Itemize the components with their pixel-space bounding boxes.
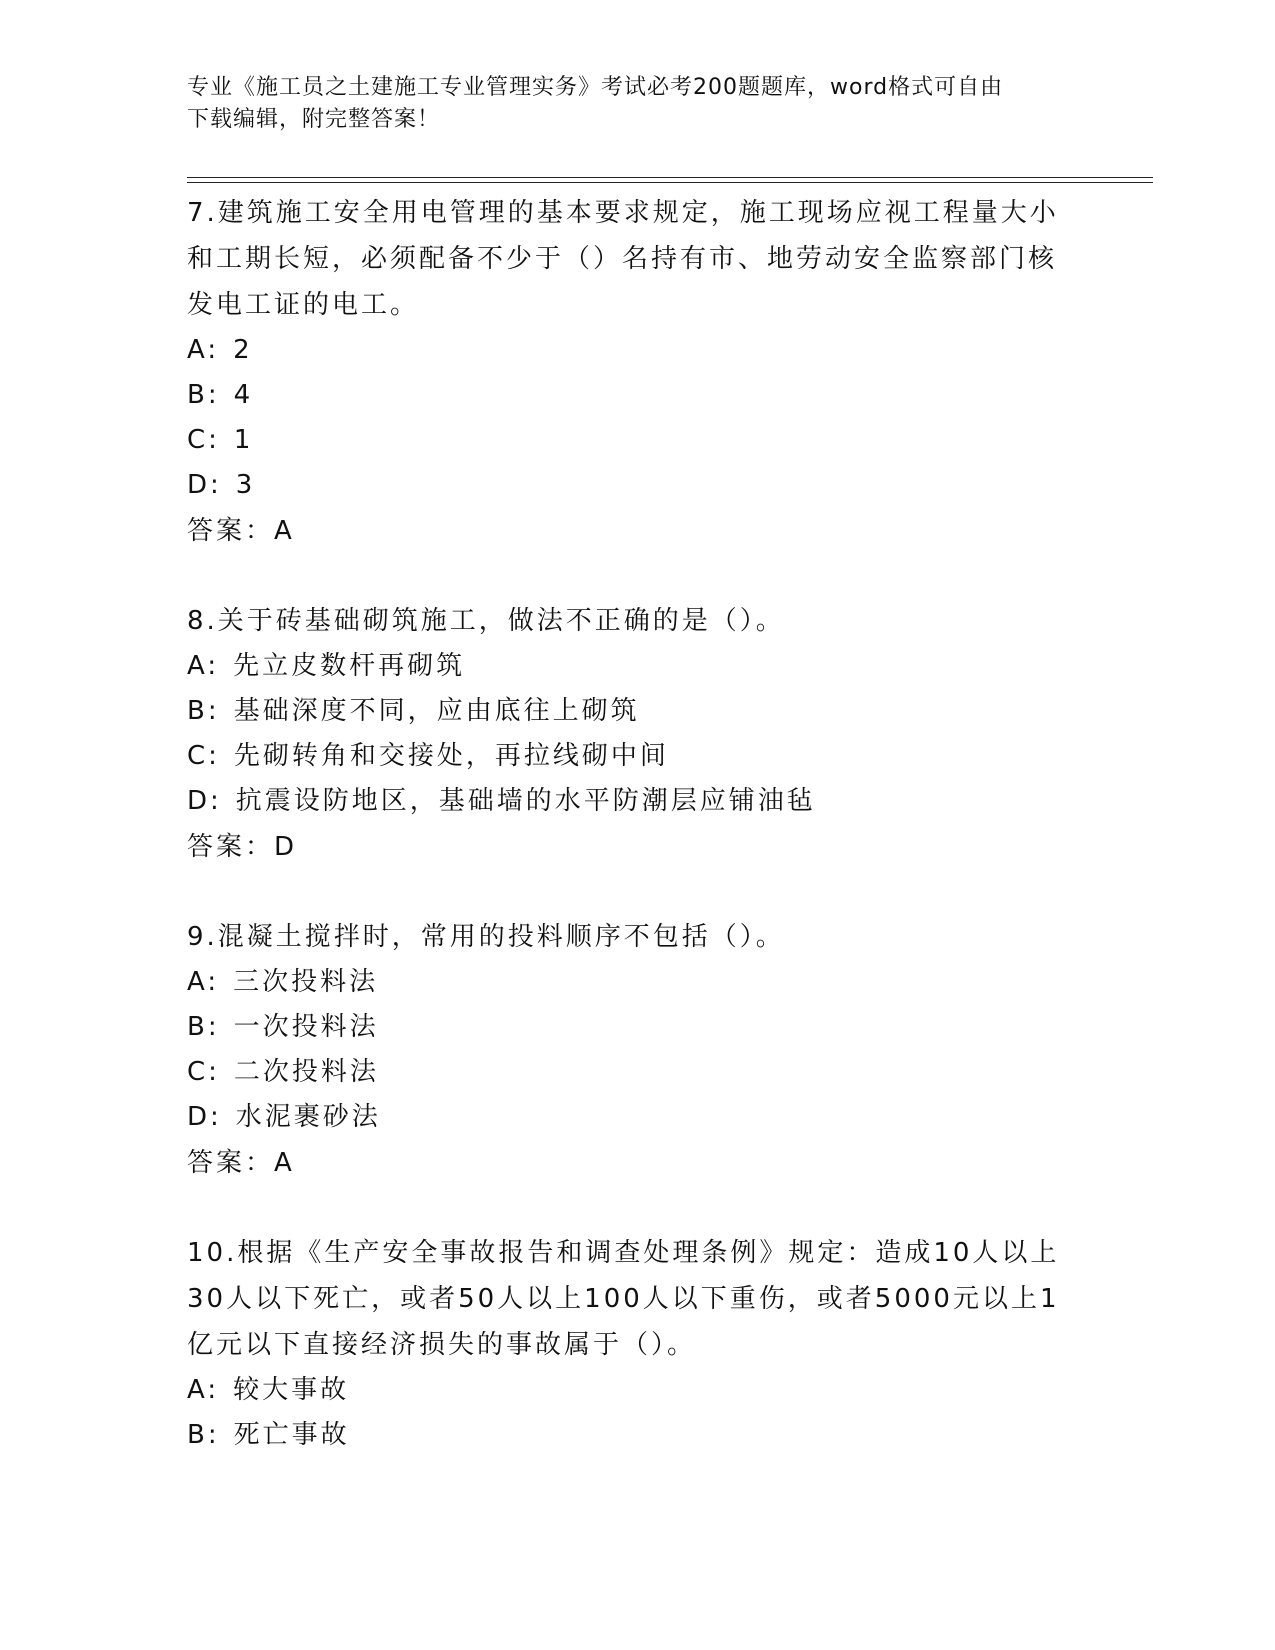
question-stem <box>187 1230 1067 1368</box>
option-b <box>187 1413 1067 1458</box>
question-8 <box>187 598 1067 870</box>
document-header <box>187 72 1067 136</box>
question-9 <box>187 914 1067 1186</box>
option-text: 3 <box>235 470 256 500</box>
option-label: B: <box>187 1420 220 1450</box>
option-label: A: <box>187 651 220 681</box>
stem-line: 9.混凝土搅拌时，常用的投料顺序不包括（）。 <box>187 922 785 952</box>
option-label: B: <box>187 1012 220 1042</box>
option-label: D: <box>187 470 222 500</box>
stem-line: 8.关于砖基础砌筑施工，做法不正确的是（）。 <box>187 606 785 636</box>
option-text: 一次投料法 <box>233 1012 379 1042</box>
option-text: 2 <box>233 335 253 365</box>
option-text: 死亡事故 <box>233 1420 350 1450</box>
header-divider-top <box>187 177 1153 178</box>
option-label: A: <box>187 335 220 365</box>
spacer <box>187 1186 1067 1230</box>
option-text: 1 <box>233 425 254 455</box>
question-10 <box>187 1230 1067 1458</box>
spacer <box>187 870 1067 914</box>
option-label: C: <box>187 1057 220 1087</box>
stem-line: 30人以下死亡，或者50人以上100人以下重伤，或者5000元以上1 <box>187 1284 1060 1314</box>
option-label: C: <box>187 741 220 771</box>
option-text: 抗震设防地区，基础墙的水平防潮层应铺油毡 <box>235 786 816 816</box>
answer: 答案：A <box>187 516 295 546</box>
option-c <box>187 734 1067 779</box>
option-a <box>187 1368 1067 1413</box>
question-stem <box>187 914 1067 960</box>
option-label: B: <box>187 696 220 726</box>
option-label: A: <box>187 967 220 997</box>
option-text: 二次投料法 <box>233 1057 379 1087</box>
option-a <box>187 328 1067 373</box>
stem-line: 和工期长短，必须配备不少于（）名持有市、地劳动安全监察部门核 <box>187 244 1058 274</box>
option-b <box>187 373 1067 418</box>
stem-line: 发电工证的电工。 <box>187 290 420 320</box>
header-divider-bottom <box>187 182 1153 183</box>
option-c <box>187 418 1067 463</box>
option-text: 水泥裹砂法 <box>235 1102 381 1132</box>
answer: 答案：D <box>187 832 298 862</box>
option-d <box>187 779 1067 824</box>
option-text: 三次投料法 <box>233 967 379 997</box>
option-text: 先砌转角和交接处，再拉线砌中间 <box>233 741 669 771</box>
option-text: 较大事故 <box>233 1375 350 1405</box>
option-d <box>187 463 1067 508</box>
option-text: 4 <box>233 380 254 410</box>
option-b <box>187 1005 1067 1050</box>
option-c <box>187 1050 1067 1095</box>
option-label: A: <box>187 1375 220 1405</box>
stem-line: 7.建筑施工安全用电管理的基本要求规定，施工现场应视工程量大小 <box>187 198 1059 228</box>
option-text: 基础深度不同，应由底往上砌筑 <box>233 696 640 726</box>
option-label: D: <box>187 786 222 816</box>
question-stem <box>187 598 1067 644</box>
option-a <box>187 644 1067 689</box>
stem-line: 10.根据《生产安全事故报告和调查处理条例》规定：造成10人以上 <box>187 1238 1060 1268</box>
spacer <box>187 554 1067 598</box>
option-d <box>187 1095 1067 1140</box>
option-b <box>187 689 1067 734</box>
question-list <box>187 190 1067 1458</box>
question-7 <box>187 190 1067 554</box>
option-label: D: <box>187 1102 222 1132</box>
option-label: C: <box>187 425 220 455</box>
question-stem <box>187 190 1067 328</box>
stem-line: 亿元以下直接经济损失的事故属于（）。 <box>187 1330 697 1360</box>
option-text: 先立皮数杆再砌筑 <box>233 651 466 681</box>
answer: 答案：A <box>187 1148 295 1178</box>
option-a <box>187 960 1067 1005</box>
header-line-2: 下载编辑，附完整答案！ <box>187 107 441 132</box>
header-line-1: 专业《施工员之土建施工专业管理实务》考试必考200题题库，word格式可自由 <box>187 75 1004 100</box>
option-label: B: <box>187 380 220 410</box>
